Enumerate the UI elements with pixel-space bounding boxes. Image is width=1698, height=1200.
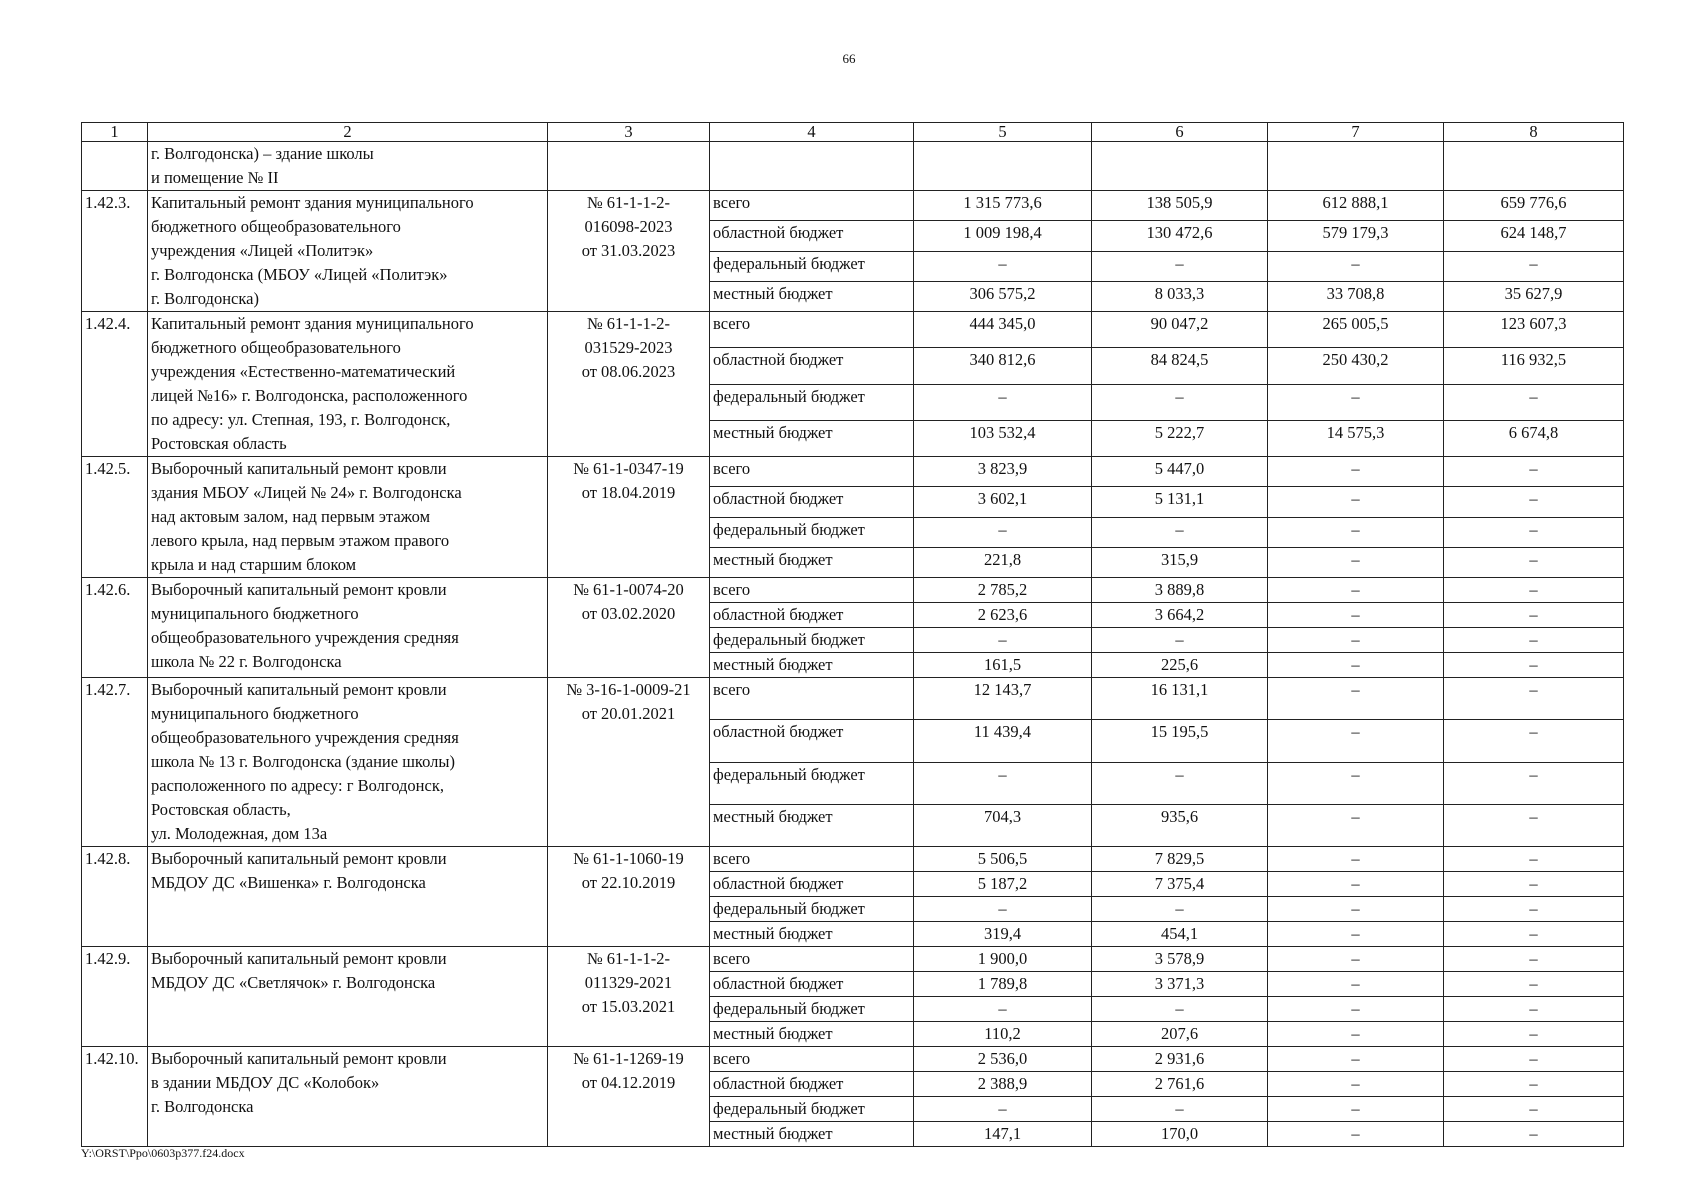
table-row: [82, 1047, 1624, 1072]
table-row: [82, 191, 1624, 221]
funding-source-cell: всего: [710, 1047, 914, 1072]
value-cell: 7 375,4: [1092, 872, 1268, 897]
value-cell: –: [1444, 517, 1624, 547]
value-cell: 319,4: [914, 922, 1092, 947]
item-number-cell: 1.42.5.: [82, 457, 148, 578]
value-cell: –: [1444, 457, 1624, 487]
funding-source-cell: областной бюджет: [710, 720, 914, 762]
value-cell: 315,9: [1092, 547, 1268, 577]
value-cell: 3 602,1: [914, 487, 1092, 517]
header-cell: 3: [548, 123, 710, 142]
table-row: [82, 312, 1624, 348]
funding-source-cell: федеральный бюджет: [710, 628, 914, 653]
item-description-cell: Выборочный капитальный ремонт кровли МБДОУ ДС «Светлячок» г. Волгодонска: [148, 947, 548, 1047]
funding-source-cell: федеральный бюджет: [710, 384, 914, 420]
funding-source-cell: всего: [710, 191, 914, 221]
document-cell: № 61-1-1269-19 от 04.12.2019: [548, 1047, 710, 1147]
funding-source-cell: местный бюджет: [710, 1122, 914, 1147]
value-cell: –: [1444, 628, 1624, 653]
value-cell: 221,8: [914, 547, 1092, 577]
value-cell: [1268, 142, 1444, 191]
table-body: [82, 123, 1624, 1147]
value-cell: –: [1268, 1072, 1444, 1097]
value-cell: –: [1268, 872, 1444, 897]
value-cell: –: [1268, 487, 1444, 517]
value-cell: –: [914, 762, 1092, 804]
value-cell: –: [1092, 517, 1268, 547]
value-cell: [1444, 142, 1624, 191]
value-cell: 8 033,3: [1092, 281, 1268, 311]
value-cell: –: [1444, 547, 1624, 577]
document-cell: № 61-1-1-2- 016098-2023 от 31.03.2023: [548, 191, 710, 312]
value-cell: –: [1268, 804, 1444, 846]
value-cell: 5 506,5: [914, 847, 1092, 872]
value-cell: [914, 142, 1092, 191]
funding-source-cell: федеральный бюджет: [710, 897, 914, 922]
item-description-cell: Выборочный капитальный ремонт кровли муниципального бюджетного общеобразовательного учреждения средняя школа № 13 г. Волгодонска (здание школы) расположенного по адресу: г Волгодонск, Ростовская область, ул. Молодежная, дом 13а: [148, 678, 548, 847]
item-description-cell: Выборочный капитальный ремонт кровли муниципального бюджетного общеобразовательного учреждения средняя школа № 22 г. Волгодонска: [148, 578, 548, 678]
value-cell: –: [1444, 653, 1624, 678]
value-cell: –: [1444, 804, 1624, 846]
funding-source-cell: всего: [710, 947, 914, 972]
value-cell: –: [1092, 384, 1268, 420]
funding-source-cell: федеральный бюджет: [710, 762, 914, 804]
value-cell: –: [1444, 603, 1624, 628]
value-cell: –: [914, 997, 1092, 1022]
value-cell: –: [1444, 1072, 1624, 1097]
value-cell: –: [1268, 457, 1444, 487]
value-cell: –: [914, 897, 1092, 922]
value-cell: 2 761,6: [1092, 1072, 1268, 1097]
value-cell: 84 824,5: [1092, 348, 1268, 384]
funding-source-cell: всего: [710, 678, 914, 720]
value-cell: –: [1268, 678, 1444, 720]
value-cell: 935,6: [1092, 804, 1268, 846]
value-cell: 33 708,8: [1268, 281, 1444, 311]
value-cell: 123 607,3: [1444, 312, 1624, 348]
value-cell: 5 222,7: [1092, 420, 1268, 456]
value-cell: –: [914, 384, 1092, 420]
value-cell: –: [1444, 872, 1624, 897]
table-row: [82, 678, 1624, 720]
value-cell: –: [1444, 578, 1624, 603]
value-cell: 130 472,6: [1092, 221, 1268, 251]
funding-source-cell: местный бюджет: [710, 547, 914, 577]
item-number-cell: 1.42.3.: [82, 191, 148, 312]
item-number-cell: 1.42.7.: [82, 678, 148, 847]
value-cell: 16 131,1: [1092, 678, 1268, 720]
value-cell: 265 005,5: [1268, 312, 1444, 348]
value-cell: –: [914, 517, 1092, 547]
funding-source-cell: всего: [710, 457, 914, 487]
value-cell: 12 143,7: [914, 678, 1092, 720]
value-cell: 11 439,4: [914, 720, 1092, 762]
value-cell: 306 575,2: [914, 281, 1092, 311]
value-cell: –: [1092, 997, 1268, 1022]
value-cell: 3 371,3: [1092, 972, 1268, 997]
table-row: [82, 457, 1624, 487]
item-number-cell: 1.42.4.: [82, 312, 148, 457]
value-cell: –: [1268, 1047, 1444, 1072]
value-cell: 3 889,8: [1092, 578, 1268, 603]
value-cell: –: [1444, 922, 1624, 947]
value-cell: –: [1444, 897, 1624, 922]
funding-source-cell: областной бюджет: [710, 603, 914, 628]
value-cell: 659 776,6: [1444, 191, 1624, 221]
value-cell: 147,1: [914, 1122, 1092, 1147]
value-cell: 207,6: [1092, 1022, 1268, 1047]
document-cell: № 61-1-1-2- 011329-2021 от 15.03.2021: [548, 947, 710, 1047]
item-description-cell: Выборочный капитальный ремонт кровли в здании МБДОУ ДС «Колобок» г. Волгодонска: [148, 1047, 548, 1147]
funding-source-cell: областной бюджет: [710, 348, 914, 384]
value-cell: –: [1092, 762, 1268, 804]
value-cell: –: [1444, 251, 1624, 281]
value-cell: –: [1092, 1097, 1268, 1122]
value-cell: –: [1268, 384, 1444, 420]
funding-source-cell: всего: [710, 578, 914, 603]
value-cell: 250 430,2: [1268, 348, 1444, 384]
item-description-cell: Выборочный капитальный ремонт кровли здания МБОУ «Лицей № 24» г. Волгодонска над актовым залом, над первым этажом левого крыла, над первым этажом правого крыла и над старшим блоком: [148, 457, 548, 578]
header-cell: 1: [82, 123, 148, 142]
funding-source-cell: [710, 142, 914, 191]
table-row: [82, 947, 1624, 972]
value-cell: –: [1268, 922, 1444, 947]
funding-source-cell: местный бюджет: [710, 420, 914, 456]
value-cell: –: [1444, 947, 1624, 972]
value-cell: –: [1268, 947, 1444, 972]
value-cell: 3 823,9: [914, 457, 1092, 487]
value-cell: –: [1268, 653, 1444, 678]
header-cell: 6: [1092, 123, 1268, 142]
item-description-cell: Капитальный ремонт здания муниципального бюджетного общеобразовательного учреждения «Естественно-математический лицей №16» г. Волгодонска, расположенного по адресу: ул. Степная, 193, г. Волгодонск, Ростовская область: [148, 312, 548, 457]
funding-source-cell: всего: [710, 312, 914, 348]
value-cell: –: [1444, 972, 1624, 997]
value-cell: 225,6: [1092, 653, 1268, 678]
value-cell: 340 812,6: [914, 348, 1092, 384]
document-cell: № 3-16-1-0009-21 от 20.01.2021: [548, 678, 710, 847]
item-number-cell: 1.42.6.: [82, 578, 148, 678]
value-cell: 7 829,5: [1092, 847, 1268, 872]
value-cell: 444 345,0: [914, 312, 1092, 348]
value-cell: –: [1444, 847, 1624, 872]
item-number-cell: 1.42.10.: [82, 1047, 148, 1147]
table-row: [82, 847, 1624, 872]
funding-source-cell: федеральный бюджет: [710, 997, 914, 1022]
value-cell: 2 931,6: [1092, 1047, 1268, 1072]
value-cell: 5 131,1: [1092, 487, 1268, 517]
funding-source-cell: областной бюджет: [710, 221, 914, 251]
table-row: [82, 578, 1624, 603]
value-cell: –: [1268, 1097, 1444, 1122]
footer-file-path: Y:\ORST\Ppo\0603p377.f24.docx: [81, 1146, 245, 1160]
value-cell: –: [1444, 1122, 1624, 1147]
value-cell: 110,2: [914, 1022, 1092, 1047]
funding-source-cell: местный бюджет: [710, 922, 914, 947]
value-cell: 454,1: [1092, 922, 1268, 947]
value-cell: 2 623,6: [914, 603, 1092, 628]
value-cell: 5 447,0: [1092, 457, 1268, 487]
value-cell: 1 315 773,6: [914, 191, 1092, 221]
value-cell: 3 578,9: [1092, 947, 1268, 972]
funding-source-cell: федеральный бюджет: [710, 1097, 914, 1122]
value-cell: 624 148,7: [1444, 221, 1624, 251]
value-cell: –: [1268, 897, 1444, 922]
document-cell: № 61-1-1-2- 031529-2023 от 08.06.2023: [548, 312, 710, 457]
funding-source-cell: областной бюджет: [710, 487, 914, 517]
value-cell: –: [1268, 972, 1444, 997]
header-cell: 8: [1444, 123, 1624, 142]
value-cell: –: [1268, 547, 1444, 577]
value-cell: 1 900,0: [914, 947, 1092, 972]
value-cell: –: [1268, 517, 1444, 547]
header-cell: 4: [710, 123, 914, 142]
funding-source-cell: местный бюджет: [710, 1022, 914, 1047]
value-cell: –: [1444, 997, 1624, 1022]
value-cell: 116 932,5: [1444, 348, 1624, 384]
value-cell: –: [1444, 384, 1624, 420]
value-cell: –: [1268, 251, 1444, 281]
funding-source-cell: всего: [710, 847, 914, 872]
value-cell: 170,0: [1092, 1122, 1268, 1147]
item-description-cell: Выборочный капитальный ремонт кровли МБДОУ ДС «Вишенка» г. Волгодонска: [148, 847, 548, 947]
value-cell: 2 785,2: [914, 578, 1092, 603]
funding-source-cell: областной бюджет: [710, 872, 914, 897]
page-number: 66: [842, 51, 856, 66]
funding-source-cell: федеральный бюджет: [710, 517, 914, 547]
value-cell: –: [914, 1097, 1092, 1122]
value-cell: 1 789,8: [914, 972, 1092, 997]
budget-table: [81, 122, 1624, 1147]
value-cell: –: [1444, 720, 1624, 762]
value-cell: –: [1092, 897, 1268, 922]
value-cell: –: [1268, 628, 1444, 653]
header-cell: 5: [914, 123, 1092, 142]
item-description-cell: г. Волгодонска) – здание школы и помещение № II: [148, 142, 548, 191]
value-cell: 138 505,9: [1092, 191, 1268, 221]
value-cell: –: [1268, 1022, 1444, 1047]
funding-source-cell: местный бюджет: [710, 281, 914, 311]
value-cell: 704,3: [914, 804, 1092, 846]
value-cell: 2 536,0: [914, 1047, 1092, 1072]
value-cell: –: [1092, 628, 1268, 653]
header-cell: 2: [148, 123, 548, 142]
funding-source-cell: областной бюджет: [710, 1072, 914, 1097]
value-cell: 103 532,4: [914, 420, 1092, 456]
header-cell: 7: [1268, 123, 1444, 142]
item-description-cell: Капитальный ремонт здания муниципального бюджетного общеобразовательного учреждения «Лицей «Политэк» г. Волгодонска (МБОУ «Лицей «Политэк» г. Волгодонска): [148, 191, 548, 312]
funding-source-cell: местный бюджет: [710, 804, 914, 846]
value-cell: 35 627,9: [1444, 281, 1624, 311]
value-cell: –: [1268, 997, 1444, 1022]
value-cell: 15 195,5: [1092, 720, 1268, 762]
value-cell: –: [1092, 251, 1268, 281]
value-cell: –: [1268, 847, 1444, 872]
value-cell: 1 009 198,4: [914, 221, 1092, 251]
document-cell: № 61-1-0347-19 от 18.04.2019: [548, 457, 710, 578]
value-cell: 612 888,1: [1268, 191, 1444, 221]
value-cell: 5 187,2: [914, 872, 1092, 897]
value-cell: –: [1444, 487, 1624, 517]
value-cell: 6 674,8: [1444, 420, 1624, 456]
value-cell: –: [1268, 578, 1444, 603]
continuation-row: [82, 142, 1624, 191]
funding-source-cell: федеральный бюджет: [710, 251, 914, 281]
value-cell: –: [1444, 1047, 1624, 1072]
value-cell: –: [1444, 1022, 1624, 1047]
value-cell: –: [914, 251, 1092, 281]
value-cell: 14 575,3: [1268, 420, 1444, 456]
item-number-cell: 1.42.8.: [82, 847, 148, 947]
value-cell: –: [1444, 762, 1624, 804]
funding-source-cell: областной бюджет: [710, 972, 914, 997]
item-number-cell: 1.42.9.: [82, 947, 148, 1047]
document-cell: № 61-1-0074-20 от 03.02.2020: [548, 578, 710, 678]
value-cell: –: [1268, 603, 1444, 628]
value-cell: 161,5: [914, 653, 1092, 678]
value-cell: 579 179,3: [1268, 221, 1444, 251]
value-cell: –: [914, 628, 1092, 653]
value-cell: 2 388,9: [914, 1072, 1092, 1097]
document-cell: [548, 142, 710, 191]
document-cell: № 61-1-1060-19 от 22.10.2019: [548, 847, 710, 947]
value-cell: –: [1268, 720, 1444, 762]
value-cell: –: [1444, 678, 1624, 720]
value-cell: –: [1444, 1097, 1624, 1122]
value-cell: –: [1268, 762, 1444, 804]
funding-source-cell: местный бюджет: [710, 653, 914, 678]
value-cell: 90 047,2: [1092, 312, 1268, 348]
value-cell: –: [1268, 1122, 1444, 1147]
header-row: [82, 123, 1624, 142]
item-number-cell: [82, 142, 148, 191]
value-cell: [1092, 142, 1268, 191]
value-cell: 3 664,2: [1092, 603, 1268, 628]
